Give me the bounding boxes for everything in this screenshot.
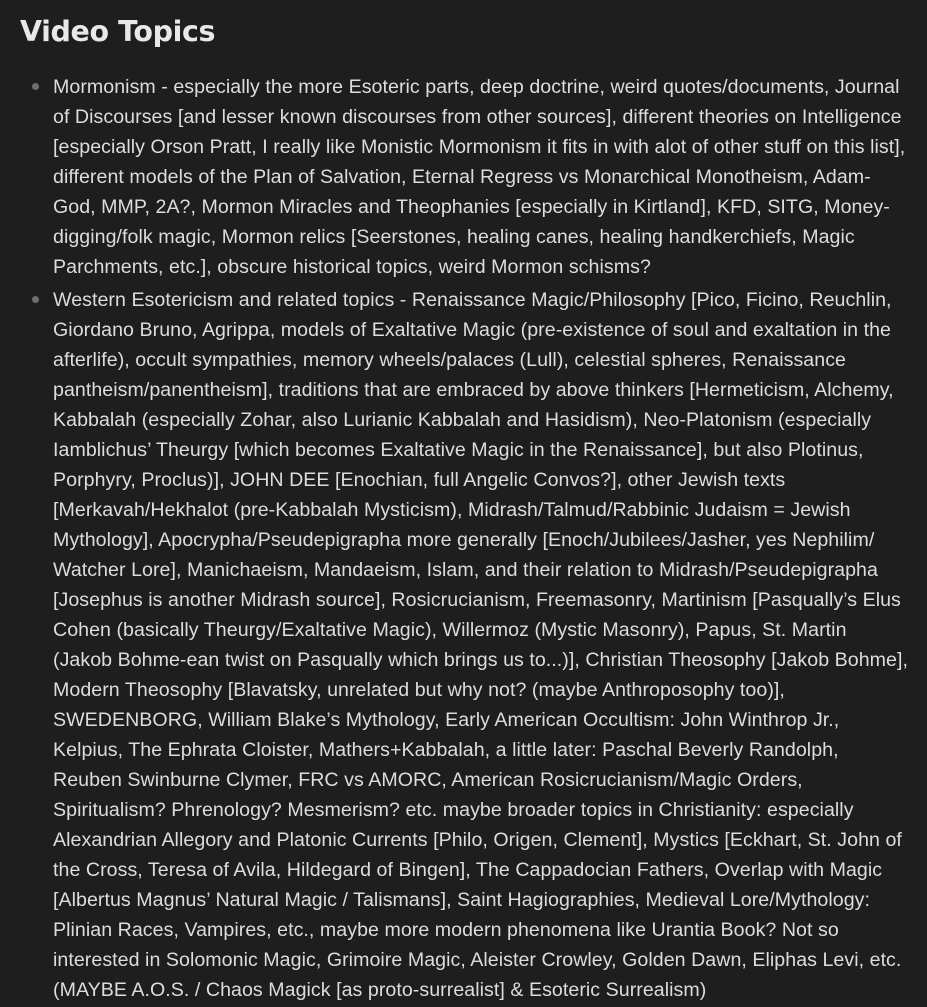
bullet-icon	[32, 83, 39, 90]
bullet-icon	[32, 296, 39, 303]
list-item-text: Western Esotericism and related topics - Renaissance Magic/Philosophy [Pico, Ficino, Reuchlin, Giordano Bruno, Agrippa, models of Exaltative Magic (pre-existence of soul and exaltation in the afterlife), occult sympathies, memory wheels/palaces (Lull), celestial spheres, Renaissance pantheism/panentheism], traditions that are embraced by above thinkers [Hermeticism, Alchemy, Kabbalah (especially Zohar, also Lurianic Kabbalah and Hasidism), Neo-Platonism (especially Iamblichus’ Theurgy [which becomes Exaltative Magic in the Renaissance], but also Plotinus, Porphyry, Proclus)], JOHN DEE [Enochian, full Angelic Convos?], other Jewish texts [Merkavah/Hekhalot (pre-Kabbalah Mysticism), Midrash/Talmud/Rabbinic Judaism = Jewish Mythology], Apocrypha/Pseudepigrapha more generally [Enoch/Jubilees/Jasher, yes Nephilim/ Watcher Lore], Manichaeism, Mandaeism, Islam, and their relation to Midrash/Pseudepigrapha [Josephus is another Midrash source], Rosicrucianism, Freemasonry, Martinism [Pasqually’s Elus Cohen (basically Theurgy/Exaltative Magic), Willermoz (Mystic Masonry), Papus, St. Martin (Jakob Bohme-ean twist on Pasqually which brings us to...)], Christian Theosophy [Jakob Bohme], Modern Theosophy [Blavatsky, unrelated but why not? (maybe Anthroposophy too)], SWEDENBORG, William Blake’s Mythology, Early American Occultism: John Winthrop Jr., Kelpius, The Ephrata Cloister, Mathers+Kabbalah, a little later: Paschal Beverly Randolph, Reuben Swinburne Clymer, FRC vs AMORC, American Rosicrucianism/Magic Orders, Spiritualism? Phrenology? Mesmerism? etc. maybe broader topics in Christianity: especially Alexandrian Allegory and Platonic Currents [Philo, Origen, Clement], Mystics [Eckhart, St. John of the Cross, Teresa of Avila, Hildegard of Bingen], The Cappadocian Fathers, Overlap with Magic [Albertus Magnus’ Natural Magic / Talismans], Saint Hagiographies, Medieval Lore/Mythology: Plinian Races, Vampires, etc., maybe more modern phenomena like Urantia Book? Not so interested in Solomonic Magic, Grimoire Magic, Aleister Crowley, Golden Dawn, Eliphas Levi, etc. (MAYBE A.O.S. / Chaos Magick [as proto-surrealist] & Esoteric Surrealism)	[53, 289, 908, 1001]
list-item-mormonism[interactable]	[20, 72, 909, 282]
topic-list	[20, 72, 909, 1005]
list-item-text: Mormonism - especially the more Esoteric parts, deep doctrine, weird quotes/documents, Journal of Discourses [and lesser known discourses from other sources], different theories on Intelligence [especially Orson Pratt, I really like Monistic Mormonism it fits in with alot of other stuff on this list], different models of the Plan of Salvation, Eternal Regress vs Monarchical Monotheism, Adam-God, MMP, 2A?, Mormon Miracles and Theophanies [especially in Kirtland], KFD, SITG, Money-digging/folk magic, Mormon relics [Seerstones, healing canes, healing handkerchiefs, Magic Parchments, etc.], obscure historical topics, weird Mormon schisms?	[53, 76, 906, 278]
page-title: Video Topics	[20, 15, 216, 48]
list-item-western-esotericism[interactable]	[20, 285, 909, 1005]
